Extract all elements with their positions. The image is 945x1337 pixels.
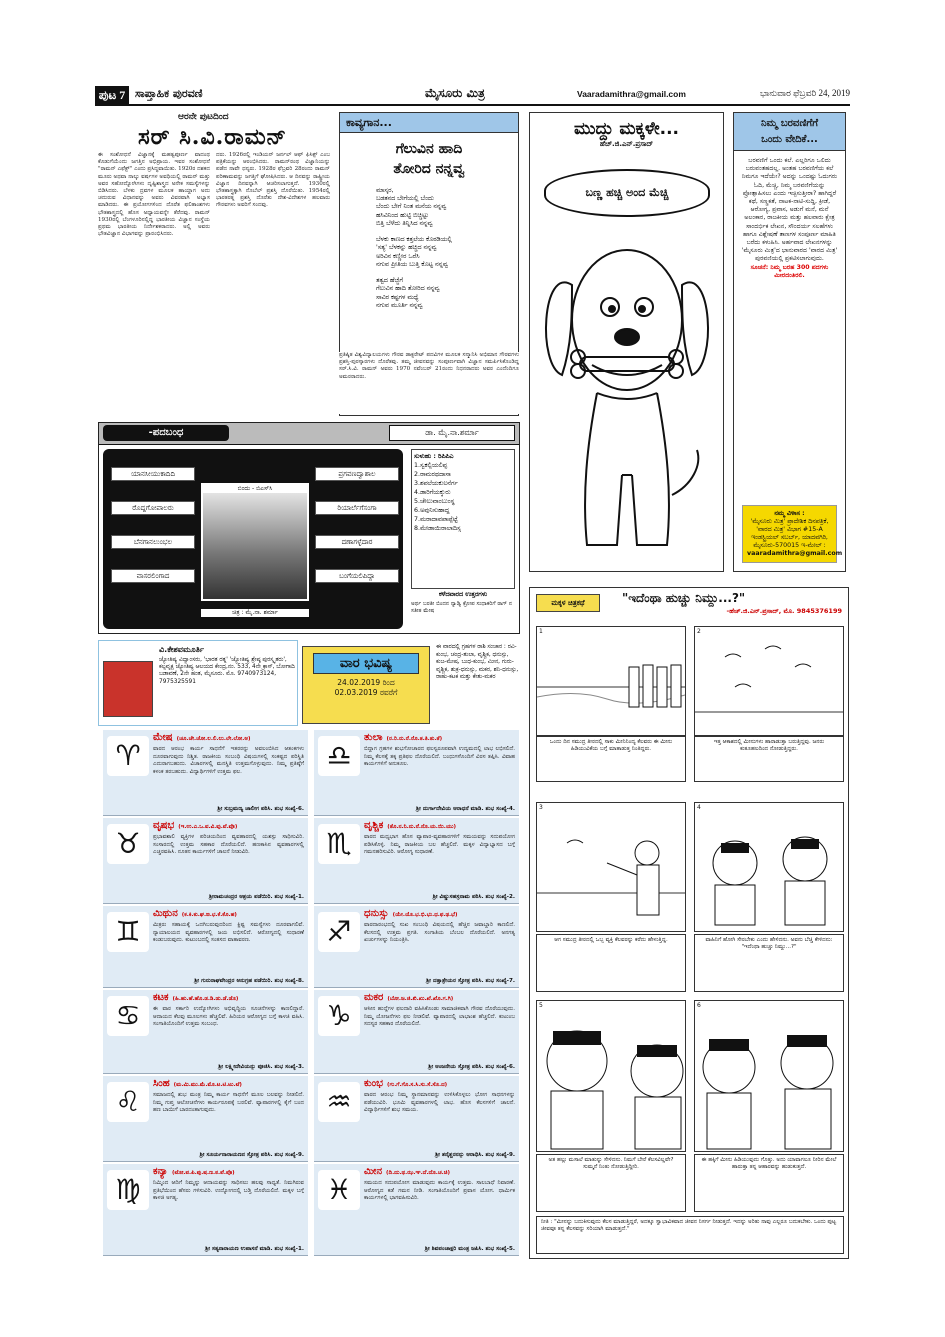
poem-line: ಬಡತನದ ಬೇಗೆಯಲ್ಲಿ ಬೆಂದು	[376, 195, 434, 203]
article-title: ಸರ್ ಸಿ.ವಿ.ರಾಮನ್	[138, 124, 287, 150]
sign-remedy: ಶ್ರೀ ಸತ್ಯನಾರಾಯಣ ಉಪಾಸನೆ ಮಾಡಿ. ಶುಭ ಸಂಖ್ಯೆ-1.	[205, 1246, 304, 1252]
crossword-cell[interactable]: ರೊದ್ದಗೋಪಾಲರು	[111, 501, 195, 515]
sign-name: ಮಿಥುನ (ಕ.ಕಿ.ಕು.ಘ.ಙ.ಛ.ಕೆ.ಕೊ.ಹ)	[153, 908, 237, 919]
sign-prediction: ಸಮಯದ ಸದುಪಯೋಗ ಮಾಡುವುದು ಕಾರ್ಯಕ್ಕೆ ಉತ್ತಮ. ಸಾಲಬಾಧೆ ನಿವಾರಣೆ. ಆರೋಗ್ಯದ ಕಡೆ ಗಮನ ನೀಡಿ. ಸಂಗಾತಿಯೊಂದಿಗೆ ಪ್ರವಾಸ ಯೋಗ. ಧಾರ್ಮಿಕ ಕಾರ್ಯಗಳಲ್ಲಿ ಭಾಗವಹಿಸುವಿರಿ.	[364, 1180, 515, 1201]
sign-stars: (ಇ.ಉ.ಎ.ಒ.ವ.ವಿ.ವು.ವೆ.ವೊ)	[178, 824, 238, 830]
poem-line: ಬಿತ್ತಿ ಬೆಳೆದು ತಿನ್ನಿಸಿದ ನನ್ನವ್ವ	[376, 219, 433, 227]
comic-panel-5: 5	[536, 1000, 686, 1152]
man-talking-drawing	[537, 1001, 685, 1151]
sign-stars: (ದಿ.ದು.ಥ.ಝ.ಞ.ದೆ.ದೊ.ಚ.ಚಿ)	[386, 1170, 450, 1176]
reader-body: ಬರವಣಿಗೆ ಒಂದು ಕಲೆ. ಎಲ್ಲರಿಗೂ ಒಲಿದು ಬರುವಂತಹದಲ್ಲ. ಅಂತಹ ಬರವಣಿಗೆಯ ಕಲೆ ನಿಮಗೂ ಇದೆಯೇ? ಅದನ್ನು ಒಂದಷ್ಟು ಓದುಗರು ಓದಿ, ಮೆಚ್ಚಿ, ನಿಮ್ಮ ಬರವಣಿಗೆಯನ್ನು ಪ್ರೋತ್ಸಾಹಿಸಲು ಎಂದು ಇಚ್ಛಿಸುತ್ತೀರಾ? ಹಾಗಿದ್ದರೆ ಕಥೆ, ಸಣ್ಣಕತೆ, ನಾಟಕ-ನಾಟಿ-ಸುದ್ದಿ, ಕ್ರೀಡೆ, ಆರೋಗ್ಯ, ಪ್ರವಾಸ, ಅಡುಗೆ ಮನೆ, ಮನೆ ಅಲಂಕಾರ, ರಾಜಕೀಯ ಮತ್ತು ಹಲವಾರು ಕ್ಷೇತ್ರ ಸಾಂದರ್ಭಿಕ ಲೇಖನ, ಸೌಂದರ್ಯ ಸಲಹೆಗಳು ಹಾಗೂ ವಿಶ್ಲೇಷಣೆ ತಾಣಗಳ ಸಂಪೂರ್ಣ ಮಾಹಿತಿ ಬರೆದು ಕಳುಹಿಸಿ. ಅರ್ಹವಾದ ಲೇಖನಗಳನ್ನು 'ಮೈಸೂರು ಮಿತ್ರ'ದ ಭಾನುವಾರದ 'ವಾರದ ಮಿತ್ರ' ಪುರವಣಿಯಲ್ಲಿ ಪ್ರಕಟಿಸಲಾಗುವುದು.	[741, 157, 838, 263]
dog-drawing	[542, 225, 712, 565]
crossword-box	[98, 422, 520, 634]
horoscope-sign	[314, 818, 519, 904]
poem-line: ಬೆಂದು ಬೇಗೆ ನಿಂತ ಮನೆಯ ನನ್ನವ್ವ	[376, 203, 447, 211]
sign-name: ಕಟಕ (ಹಿ.ಹು.ಹೆ.ಹೊ.ಡ.ಡಿ.ಡು.ಡೆ.ಡೊ)	[153, 992, 239, 1003]
poem-line: 'ಸತ್ಯ' ಬೆಳಕನ್ನು ಹಚ್ಚಿದ ನನ್ನವ್ವ	[376, 244, 437, 252]
sign-stars: (ಬೋ.ಜ.ಜಿ.ಖಿ.ಖು.ಖೆ.ಖೊ.ಗ.ಗಿ)	[387, 996, 454, 1002]
sign-stars: (ರ.ರಿ.ರು.ರೆ.ರೊ.ತ.ತಿ.ತು.ತೆ)	[386, 736, 443, 742]
sign-name: ಕುಂಭ (ಗು.ಗೆ.ಗೊ.ಸ.ಸಿ.ಸು.ಸೆ.ಸೊ.ದ)	[364, 1078, 448, 1089]
photo-label: ಬಿಂದು - ಬಿಎಸ್‌ಸಿ	[203, 485, 307, 493]
crossword-author: ಡಾ. ಮೈ.ನಾ.ಶರ್ಮಾ	[389, 425, 515, 441]
reader-notice: ಸೂಚನೆ: ನಿಮ್ಮ ಬರಹ 300 ಪದಗಳು ಮೀರದಂತಿರಲಿ.	[750, 263, 829, 279]
zodiac-icon: ♒	[318, 1082, 360, 1122]
clue-item: 3.ಶಪಲೆಯಕುಲನೆರ್ಗ	[414, 480, 458, 487]
sign-stars: (ಗು.ಗೆ.ಗೊ.ಸ.ಸಿ.ಸು.ಸೆ.ಸೊ.ದ)	[386, 1082, 448, 1088]
poem-line: ಹಸಿವಿನಿಂದ ಹುಟ್ಟಿ ಬಿಚ್ಚಿಟ್ಟು	[376, 211, 429, 219]
clue-item: 4.ಡಾರಿಗೆಯಕ್ಕುರು	[414, 489, 451, 496]
astrologer-photo	[103, 661, 153, 717]
reader-header	[734, 113, 845, 151]
comic-box	[529, 587, 849, 1259]
coloring-cloud: ಬಣ್ಣ ಹಚ್ಚಿ ಅಂದ ಮೆಚ್ಚಿ	[544, 169, 710, 217]
sign-stars: (ಟೋ.ಪ.ಪಿ.ಪು.ಷ.ಣ.ಠ.ಪೆ.ಪೊ)	[171, 1170, 235, 1176]
zodiac-icon: ♊	[107, 912, 149, 952]
sign-name: ವೃಷಭ (ಇ.ಉ.ಎ.ಒ.ವ.ವಿ.ವು.ವೆ.ವೊ)	[153, 820, 238, 831]
poem-lines	[340, 179, 518, 310]
crossword-cell[interactable]: ಪ್ರಗವಣದ್ವಾಶಾಲ	[315, 467, 399, 481]
crossword-cell[interactable]: ವಾಸರಲಿಂಗಾದ	[111, 569, 195, 583]
sign-prediction: ಸಮಾಜದಲ್ಲಿ ಶುಭ ಮಂತ್ರ ನಿಮ್ಮ ಕಾರ್ಯ ಸಾಧನೆಗೆ ಮೂಲ ಬಲವನ್ನು ನೀಡಲಿದೆ. ನಿಮ್ಮ ಗುಪ್ತ ಆಲೋಚನೆಗಳು ಕಾರ್ಯರೂಪಕ್ಕೆ ಬರಲಿವೆ. ವ್ಯಾಪಾರಗಳಲ್ಲಿ ಕೈಗೆ ಬಂದ ಹಣ ಬಾಯಿಗೆ ಬಾರದಂತಾಗುವುದು.	[153, 1092, 304, 1113]
zodiac-icon: ♏	[318, 824, 360, 864]
planet-transit-text: ಈ ವಾರದಲ್ಲಿ ಗ್ರಹಗಳ ರಾಶಿ ಸಂಚಾರ : ರವಿ-ಕುಂಭ, ಚಂದ್ರ-ತುಲಾ, ವೃಶ್ಚಿಕ, ಧನುಸ್ಸು, ಕುಜ-ಮೇಷ, ಬುಧ-ಕುಂಭ, ಮೀನ, ಗುರು-ವೃಶ್ಚಿಕ, ಶುಕ್ರ-ಧನುಸ್ಸು, ಮಕರ, ಶನಿ-ಧನುಸ್ಸು, ರಾಹು-ಕಟಕ ಮತ್ತು ಕೇತು-ಮಕರ	[436, 644, 519, 681]
sign-remedy: ಶ್ರೀ ಲಕ್ಷ್ಮೀದೇವಿಯನ್ನು ಪೂಜಿಸಿ. ಶುಭ ಸಂಖ್ಯೆ-3.	[218, 1064, 304, 1070]
page-number: ಪುಟ 7	[95, 86, 129, 104]
poem-line: ನಗುವ ಮೂರ್ತಿ ನನ್ನವ್ವ	[376, 301, 423, 309]
reader-address	[742, 505, 843, 563]
coloring-artist: ಹೆಚ್.ಜಿ.ಎನ್.ಪ್ರಸಾದ್	[599, 140, 654, 148]
sign-prediction: ಈ ವಾರ ಸರ್ಕಾರಿ ಉದ್ಯೋಗಿಗಳು ಅಭಿವೃದ್ಧಿಯ ಸೂಚನೆಗಳನ್ನು ಕಾಣಲಿದ್ದಾರೆ. ಆದಾಯದ ಕೆಲವು ಮೂಲಗಳು ಹೆಚ್ಚಲಿವೆ. ಹಿರಿಯರ ಆರೋಗ್ಯದ ಬಗ್ಗೆ ಕಾಳಜಿ ವಹಿಸಿ. ಸಂಗಾತಿಯೊಂದಿಗೆ ಉತ್ತಮ ಸಂಬಂಧ.	[153, 1006, 304, 1027]
sign-stars: (ಯೇ.ಯೊ.ಭ.ಭಿ.ಭು.ಧ.ಫ.ಢ.ಭೆ)	[392, 912, 458, 918]
horoscope-sign	[314, 906, 519, 988]
week-from: 24.02.2019 ರಿಂದ	[337, 678, 395, 687]
horoscope-sign	[103, 818, 308, 904]
sign-remedy: ಶ್ರೀ ಶನೈಶ್ಚರನನ್ನು ಆರಾಧಿಸಿ. ಶುಭ ಸಂಖ್ಯೆ-9.	[435, 1152, 515, 1158]
reader-corner	[733, 112, 846, 572]
zodiac-icon: ♎	[318, 736, 360, 776]
astrologer-name: ವಿ.ಕೇಶವಮೂರ್ತಿ	[159, 645, 205, 654]
horoscope-sign	[103, 906, 308, 988]
sign-stars: (ಕ.ಕಿ.ಕು.ಘ.ಙ.ಛ.ಕೆ.ಕೊ.ಹ)	[181, 912, 237, 918]
sign-stars: (ಮ.ಮಿ.ಮು.ಮೆ.ಮೊ.ಟ.ಟಿ.ಟು.ಟೆ)	[173, 1082, 242, 1088]
raman-continued: ಪ್ರತಿಷ್ಠಿತ ವಿಶ್ವವಿದ್ಯಾಲಯಗಳು ಗೌರವ ಡಾಕ್ಟರೇಟ್ ಪದವಿಗಳ ಮೂಲಕ ಸನ್ಮಾನಿಸಿ ಅಭಿಮಾನ ಗೌರವಗಳು ಪ್ರಶಸ್ತಿ-ಪುರಸ್ಕಾರಗಳು ದೊರೆತವು. ತಮ್ಮ ಜೀವನವನ್ನು ಸಂಪೂರ್ಣವಾಗಿ ವಿಜ್ಞಾನ ಸಮರ್ಪಿಸಿಕೊಂಡಿದ್ದ ಸರ್.ಸಿ.ವಿ. ರಾಮನ್ ಅವರು 1970 ನವೆಂಬರ್ 21ರಂದು ನಿಧನರಾದರು ಅವರ ಎಂದೆಂದಿಗೂ ಅಮರರಾದರು.	[339, 352, 519, 414]
sign-prediction: ಮಿತ್ರರು ಸಹಾಯಕ್ಕೆ ಒದಗಿಬರುವುದರಿಂದ ಕ್ಲಿಷ್ಟ ಸಮಸ್ಯೆಗಳು ದೂರವಾಗಲಿವೆ. ನ್ಯಾಯಾಲಯದ ವ್ಯವಹಾರಗಳಲ್ಲಿ ಜಯ ಲಭಿಸಲಿದೆ. ಆರೋಗ್ಯದಲ್ಲಿ ಸುಧಾರಣೆ ಕಂಡುಬರುವುದು. ಕುಟುಂಬದಲ್ಲಿ ಸಂತಸದ ವಾತಾವರಣ.	[153, 922, 304, 943]
comic-caption-1: ಒಂದು ದಿನ ಸಮುದ್ರ ತೀರದಲ್ಲಿ ಸಾಕು ಮೀನಿನಿಂದ್ಯ ಕೆಲವರು ಈ ಮೀನು ಹಿಡಿಯುವಿಕೆಯ ಬಗ್ಗೆ ಮಾತಾಡುತ್ತ ನಿಂತಿದ್ದರು.	[536, 736, 686, 782]
horoscope-sign	[103, 1076, 308, 1162]
astrologer-box	[98, 640, 298, 726]
masthead	[95, 84, 850, 106]
man-pointing-drawing	[537, 803, 685, 931]
zodiac-icon: ♐	[318, 912, 360, 952]
section-name: ಸಾಪ್ತಾಹಿಕ ಪುರವಣಿ	[135, 87, 203, 100]
horoscope-sign	[314, 1076, 519, 1162]
clue-item: 6.ಅವುನಿಸುಹಾದ್ದ	[414, 507, 450, 514]
sign-stars: (ಚೂ.ಚೇ.ಚೋ.ಲ.ಲಿ.ಲು.ಲೇ.ಲೋ.ಅ)	[176, 736, 251, 742]
poem-line: ಗೆಲುವಿನ ಹಾದಿ ತೋರಿದ ನನ್ನವ್ವ	[376, 285, 440, 293]
poem-header: ಕಾವ್ಯಗಾನ...	[340, 113, 518, 133]
horoscope-sign	[314, 990, 519, 1074]
comic-caption-5: ಅತ ಹಲ್ಲು ಮಸಾಲೆ ಮಾತುನ್ನು ಸೇಳಿದನು. ನಿಮಗೆ ಬೇರೆ ಕೆಲಸವಿಲ್ಲವೇ? ಸುಮ್ಮನೆ ನಿಂತು ನೋಡುತ್ತಿದ್ದೀರಿ.	[536, 1154, 686, 1212]
horoscope-header	[98, 640, 520, 726]
week-title: ವಾರ ಭವಿಷ್ಯ	[313, 653, 419, 674]
comic-caption-6: ಈ ಹಕ್ಕಿಗೆ ಮೀನು ಹಿಡಿಯುವುದು ಗೊತ್ತು. ಅದು ಯಾವಾಗಲೂ ನೀರಿನ ಮೇಲೆ ಹಾರುತ್ತಾ ತನ್ನ ಆಹಾರವನ್ನು ಹುಡುಕುತ್ತದೆ.	[694, 1154, 844, 1212]
comic-panel-1: 1	[536, 626, 686, 736]
poem-line	[376, 269, 508, 277]
comic-author: -ಹೆಚ್.ಜಿ.ಎನ್.ಪ್ರಸಾದ್, ಮೊ. 9845376199	[726, 607, 842, 615]
comic-panel-6: 6	[694, 1000, 844, 1152]
comic-caption-2: ಇತ್ತ ಆಕಾಶದಲ್ಲಿ ಮೀನುಗಳು ಹಾರಾಡುತ್ತಾ ಬರುತ್ತಿದ್ದವು. ಜನರು ಕುತೂಹಲದಿಂದ ನೋಡುತ್ತಿದ್ದರು.	[694, 736, 844, 782]
address-email[interactable]: vaaradamithra@gmail.com	[747, 550, 843, 557]
crossword-cell[interactable]: ರಿಯಾರ್ಲೆಗೆಸಂಗಾ	[315, 501, 399, 515]
comic-title: "ಇದೆಂಥಾ ಹುಚ್ಚು ನಿಮ್ದು...?"	[622, 591, 746, 605]
crossword-cell[interactable]: ಬೆನಗಾನಲುಂಭಲ	[111, 535, 195, 549]
zodiac-icon: ♍	[107, 1170, 149, 1210]
week-to: 02.03.2019 ರವರೆಗೆ	[334, 688, 398, 697]
week-box	[302, 646, 430, 724]
crossword-grid	[103, 449, 403, 629]
zodiac-icon: ♈	[107, 736, 149, 776]
comic-moral: ನೀತಿ : "ಮೀನನ್ನು ಬದುಕಿಸುವುದು ಕೆಲಸ ಮಾಡುತ್ತಿದ್ದರೆ, ಅದಕ್ಕೂ ಸ್ವಾಭಾವಿಕವಾದ ಜೀವನ ನಿಸರ್ಗ ನೀಡುತ್ತದೆ. ಇದನ್ನು ಅರಿತು ನಾವು ಎಲ್ಲರೂ ಬದುಕಬೇಕು. ಒಂದು ಪುಟ್ಟ ಜೀವವೂ ತನ್ನ ಕೆಲಸವನ್ನು ಸರಿಯಾಗಿ ಮಾಡುತ್ತದೆ."	[536, 1216, 844, 1254]
masthead-email[interactable]: Vaaradamithra@gmail.com	[577, 89, 686, 99]
horoscope-sign	[314, 730, 519, 816]
answers-heading: ಕಳೆದವಾರದ ಉತ್ತರಗಳು	[438, 591, 488, 598]
comic-caption-3: ಆಗ ಸಮುದ್ರ ತೀರದಲ್ಲಿ ಒಬ್ಬ ವ್ಯಕ್ತಿ ಕೆಲವರನ್ನು ಕರೆದು ಹೇಳುತ್ತಿದ್ದ.	[536, 934, 686, 992]
two-men-drawing	[695, 803, 843, 931]
poem-line: ನಗುವ ಪ್ರೀತಿಯ ಬುತ್ತಿ ಕೊಟ್ಟ ನನ್ನವ್ವ	[376, 260, 448, 268]
comic-panel-2: 2	[694, 626, 844, 736]
clue-item: 8.ಮೇಡಾಯಿರಾಲಾದಿಸ್ಸ	[414, 525, 461, 532]
comic-caption-4: ವಾಹಿನಿಗೆ ಹೋಗಿ ಸೇರಬೇಕು ಎಂದು ಹೇಳಿದನು. ಅವನು ಬೆಚ್ಚಿ ಕೇಳಿದನು: "ಇದೆಂಥಾ ಹುಚ್ಚು ನಿಮ್ದು...?"	[694, 934, 844, 992]
coloring-box	[529, 112, 724, 572]
sign-name: ಕನ್ಯಾ (ಟೋ.ಪ.ಪಿ.ಪು.ಷ.ಣ.ಠ.ಪೆ.ಪೊ)	[153, 1166, 235, 1177]
sign-prediction: ವಾರದ ಮಧ್ಯಭಾಗ ಹೊಸ ವ್ಯಾಪಾರ-ವ್ಯವಹಾರಗಳಿಗೆ ಸಮಯವನ್ನು ಸದುಪಯೋಗ ಪಡಿಸಿಕೊಳ್ಳಿ. ನಿಮ್ಮ ರಾಜಕೀಯ ಬಲ ಹೆಚ್ಚಲಿದೆ. ಮಕ್ಕಳ ವಿದ್ಯಾಭ್ಯಾಸದ ಬಗ್ಗೆ ಗಮನಹರಿಸುವಿರಿ. ಆರೋಗ್ಯ ಸುಧಾರಣೆ.	[364, 834, 515, 855]
horoscope-sign	[103, 730, 308, 816]
issue-date: ಭಾನುವಾರ ಫೆಬ್ರವರಿ 24, 2019	[759, 88, 850, 98]
horoscope-sign	[103, 1164, 308, 1256]
crossword-photo	[201, 483, 309, 601]
clue-item: 5.ಚೇಲುವಾಂಬುಂಸ್ಥ	[414, 498, 455, 505]
sign-stars: (ತೊ.ನ.ನಿ.ನು.ನೆ.ನೊ.ಯ.ಯಿ.ಯು)	[387, 824, 457, 830]
sky-birds-drawing	[695, 627, 843, 735]
clue-heading: ಸುಳುಹು : ರಿಪಿಪಿಎ	[414, 453, 454, 460]
sign-prediction: ಆಸೀನ ಹುದ್ದೆಗಳ ಫಲದಾರಿ ವಹಿಸಿಕೊಂಡು ಸಾಮಾಜಿಕವಾಗಿ ಗೌರವ ದೊರೆಯುವುದು. ನಿಮ್ಮ ಯೋಜನೆಗಳು ಫಲ ನೀಡಲಿವೆ. ವ್ಯಾಪಾರದಲ್ಲಿ ಲಾಭಾಂಶ ಹೆಚ್ಚಲಿದೆ. ಕುಟುಂಬ ಸದಸ್ಯರ ಸಹಕಾರ ದೊರೆಯಲಿದೆ.	[364, 1006, 515, 1027]
raman-column-2: ದರು. 1926ರಲ್ಲಿ ಇಂಡಿಯನ್ ಜರ್ನಲ್ ಆಫ್ ಫಿಸಿಕ್ಸ್ ಎಂಬ ಪತ್ರಿಕೆಯನ್ನು ಆರಂಭಿಸಿದರು. ರಾಮನ್‌ರಂಥ ವಿಜ್ಞಾನಿಯನ್ನು ಪಡೆದ ನಾವೇ ಧನ್ಯರು. 1928ರ ಫೆಬ್ರವರಿ 28ರಂದು ರಾಮನ್ ಪರಿಣಾಮವನ್ನು ಜಗತ್ತಿಗೆ ಘೋಷಿಸಿದರು. ಆ ದಿನವನ್ನು ರಾಷ್ಟ್ರೀಯ ವಿಜ್ಞಾನ ದಿನವನ್ನಾಗಿ ಆಚರಿಸಲಾಗುತ್ತದೆ. 1930ರಲ್ಲಿ ಭೌತಶಾಸ್ತ್ರಕ್ಕಾಗಿ ನೊಬೆಲ್ ಪ್ರಶಸ್ತಿ ದೊರೆಯಿತು. 1954ರಲ್ಲಿ ಭಾರತರತ್ನ ಪ್ರಶಸ್ತಿ ದೊರೆತು ದೇಶ-ವಿದೇಶಗಳ ಹಲವಾರು ಗೌರವಗಳು ಅವರಿಗೆ ಸಂದವು.	[216, 152, 330, 209]
comic-panel-4: 4	[694, 802, 844, 932]
zodiac-icon: ♉	[107, 824, 149, 864]
raman-article-header	[98, 112, 328, 150]
paper-name: ಮೈಸೂರು ಮಿತ್ರ	[425, 86, 485, 100]
poem-line: ಸಾವಿರ ಕಷ್ಟಗಳ ಮಧ್ಯೆ	[376, 293, 419, 301]
clue-box	[411, 449, 515, 589]
comic-panel-3: 3	[536, 802, 686, 932]
comic-tag: ಮಕ್ಕಳ ಚಿತ್ರಕಥೆ	[536, 594, 600, 612]
zodiac-icon: ♋	[107, 996, 149, 1036]
beach-scene-drawing	[537, 627, 685, 735]
sign-stars: (ಹಿ.ಹು.ಹೆ.ಹೊ.ಡ.ಡಿ.ಡು.ಡೆ.ಡೊ)	[172, 996, 239, 1002]
sign-remedy: ಶ್ರೀ ದತ್ತಾತ್ರೇಯರ ಸ್ತೋತ್ರ ಪಠಿಸಿ. ಶುಭ ಸಂಖ್ಯೆ-7.	[426, 978, 515, 984]
sign-remedy: ಶ್ರೀ ದುರ್ಗಾದೇವಿಯ ಆರಾಧನೆ ಮಾಡಿ. ಶುಭ ಸಂಖ್ಯೆ-4.	[415, 806, 515, 812]
zodiac-icon: ♓	[318, 1170, 360, 1210]
article-kicker: ಆರನೇ ಪುಟದಿಂದ	[178, 112, 229, 122]
sign-name: ವೃಶ್ಚಿಕ (ತೊ.ನ.ನಿ.ನು.ನೆ.ನೊ.ಯ.ಯಿ.ಯು)	[364, 820, 457, 831]
clue-item: 1.ಸ್ವಕಲ್ಪಿಯಲಿಪ್ಪ	[414, 462, 448, 469]
crossword-title: -ಪದಬಂಧ	[103, 425, 229, 441]
crossword-cell[interactable]: ದಣಾಗಳ್ಳೆದಾರ	[315, 535, 399, 549]
sign-remedy: ಶ್ರೀ ಶಿವಪಂಚಾಕ್ಷರಿ ಮಂತ್ರ ಜಪಿಸಿ. ಶುಭ ಸಂಖ್ಯೆ-5.	[424, 1246, 515, 1252]
clue-item: 7.ಮರಾದಾವಪಾಪ್ಪೆಟ್ಟೆ	[414, 516, 458, 523]
reader-header-line-1: ನಿಮ್ಮ ಬರವಣಿಗೆಗೆ	[760, 118, 819, 129]
sign-prediction: ನಿಮ್ಮಿಂದ ಆದಿಗೆ ನಿಮ್ಮನ್ನು ಆದಾಯವನ್ನು ಸಾಧಿಸಲು ಹಲವು ಸಾಧ್ಯತೆ. ನಿಮಗಿರುವ ಪ್ರತಿಭೆಯಿಂದ ಹೆಸರು ಗಳಿಸುವಿರಿ. ಉದ್ಯೋಗದಲ್ಲಿ ಬಡ್ತಿ ದೊರೆಯಲಿದೆ. ಮಕ್ಕಳ ಬಗ್ಗೆ ಕಾಳಜಿ ಅಗತ್ಯ.	[153, 1180, 304, 1201]
astrologer-info: ಜ್ಯೋತಿಷ್ಯ ವಿದ್ವಾಂಸರು, 'ಭಾರತ ರತ್ನ' 'ಜ್ಯೋತಿಷ್ಯ ಶ್ರೇಷ್ಠ ಪುರಸ್ಕೃತರು', ಕಲ್ಪವೃಕ್ಷ ಜ್ಯೋತಿಷ್ಯ ಆಲಯದ ಕೇಂದ್ರ,ನಂ. 533, 4ನೇ ಕ್ರಾಸ್, ಬೋಗಾದಿ ಬಡಾವಣೆ, 2ನೇ ಹಂತ, ಮೈಸೂರು. ಮೊ. 9740973124, 7975325591	[159, 657, 295, 685]
reader-header-line-2: ಒಂದು ವೇದಿಕೆ...	[761, 134, 818, 145]
coloring-title: ಮುದ್ದು ಮಕ್ಕಳೇ...	[573, 119, 680, 139]
horoscope-sign	[314, 1164, 519, 1256]
sign-prediction: ಬಿದ್ದಾಗ ಗ್ರಹಗಳ ಶುಭಗೋಚಾರದ ಫಲಸ್ವರೂಪವಾಗಿ ಉದ್ಯಮದಲ್ಲಿ ಲಾಭ ಲಭಿಸಲಿದೆ. ನಿಮ್ಮ ಕೆಲಸಕ್ಕೆ ತಕ್ಕ ಪ್ರತಿಫಲ ದೊರೆಯಲಿದೆ. ಬಂಧುಗಳೊಂದಿಗೆ ವಿರಸ ತಪ್ಪಿಸಿ. ವಿವಾಹ ಕಾರ್ಯಗಳಿಗೆ ಅನುಕೂಲ.	[364, 746, 515, 767]
poem-title-1: ಗೆಲುವಿನ ಹಾದಿ	[395, 141, 463, 157]
crossword-cell[interactable]: ಬಂಗೆಯಲಿಪಿದ್ದಾ	[315, 569, 399, 583]
sign-name: ತುಲಾ (ರ.ರಿ.ರು.ರೆ.ರೊ.ತ.ತಿ.ತು.ತೆ)	[364, 732, 443, 743]
crossword-cell[interactable]: ಯಾನಸೀಯುಕಾದಿದಿ	[111, 467, 195, 481]
sign-remedy: ಶ್ರೀ ಆಂಜನೇಯ ಸ್ತೋತ್ರ ಪಠಿಸಿ. ಶುಭ ಸಂಖ್ಯೆ-6.	[428, 1064, 515, 1070]
sign-prediction: ವಾರದ ಆರಂಭ ಕಾರ್ಯ ಸಾಧನೆಗೆ ಇತರರನ್ನು ಅವಲಂಬಿಸಿದ ಆತಂಕಗಳು ದೂರವಾಗುವುದು ನಿಶ್ಚಿತ. ರಾಜಕೀಯ ಸಂಬಂಧಿ ವಿಷಯಗಳಲ್ಲಿ ಸಂಕಷ್ಟದ ಪರಿಸ್ಥಿತಿ ಎದುರಾಗಬಹುದು. ವಿಚಾರಗಳಲ್ಲಿ ಮನಸ್ಥಿತಿ ಉತ್ತಮಗೊಳ್ಳುವುದು. ನಿಮ್ಮ ಪ್ರತಿಷ್ಠೆಗೆ ಕಳಂಕ ತರಬಹುದು. ವಿದ್ಯಾರ್ಥಿಗಳಿಗೆ ಉತ್ತಮ ಫಲ.	[153, 746, 304, 775]
zodiac-icon: ♑	[318, 996, 360, 1036]
sign-prediction: ವಾರದಾರಂಭದಲ್ಲಿ ಸುಖ ಸಂಬಂಧಿ ವಿಷಯದಲ್ಲಿ ಹೆಚ್ಚಿನ ಜವಾಬ್ದಾರಿ ಕಾಣಲಿದೆ. ಕೆಲಸದಲ್ಲಿ ಉತ್ತಮ ಪ್ರಗತಿ. ಸಂಗಾತಿಯ ಬೆಂಬಲ ದೊರೆಯಲಿದೆ. ಅನಗತ್ಯ ಖರ್ಚುಗಳನ್ನು ನಿಯಂತ್ರಿಸಿ.	[364, 922, 515, 943]
men-arguing-drawing	[695, 1001, 843, 1151]
poem-line: ಮಾಸ್ಕರ,	[376, 187, 394, 194]
sign-remedy: ಶ್ರೀರಾಮಚಂದ್ರರ ಆಶ್ರಯ ಪಡೆಯಿರಿ. ಶುಭ ಸಂಖ್ಯೆ-1.	[208, 894, 304, 900]
horoscope-sign	[103, 990, 308, 1074]
poem-line: ಅರಿವಿನ ಕಣ್ಣೀರ ಒರೆಸಿ	[376, 252, 420, 260]
zodiac-icon: ♌	[107, 1082, 149, 1122]
sign-remedy: ಶ್ರೀ ಸೂರ್ಯನಾರಾಯಣನ ಸ್ತೋತ್ರ ಪಠಿಸಿ. ಶುಭ ಸಂಖ್ಯೆ-9.	[199, 1152, 304, 1158]
poem-line	[376, 228, 508, 236]
address-heading: ನಮ್ಮ ವಿಳಾಸ :	[774, 510, 805, 517]
sign-remedy: ಶ್ರೀ ವಿಷ್ಣುಸಹಸ್ರನಾಮ ಪಠಿಸಿ. ಶುಭ ಸಂಖ್ಯೆ-2.	[432, 894, 515, 900]
sign-name: ಸಿಂಹ (ಮ.ಮಿ.ಮು.ಮೆ.ಮೊ.ಟ.ಟಿ.ಟು.ಟೆ)	[153, 1078, 242, 1089]
photo-caption: ಚಿತ್ರ : ಮೈ.ನಾ. ಶರ್ಮಾ	[201, 609, 309, 617]
sign-prediction: ವಾರದ ಆರಂಭ ನಿಮ್ಮ ಸ್ಥಾನಮಾನವನ್ನು ಉಳಿಸಿಕೊಳ್ಳಲು ಭೋಗ ಸಾಧನಗಳನ್ನು ಪಡೆಯುವಿರಿ. ಭೂಮಿ ವ್ಯವಹಾರಗಳಲ್ಲಿ ಲಾಭ. ಹೊಸ ಕೆಲಸಗಳಿಗೆ ಚಾಲನೆ. ವಿದ್ಯಾರ್ಥಿಗಳಿಗೆ ಶುಭ ಸಮಯ.	[364, 1092, 515, 1113]
sign-name: ಮೇಷ (ಚೂ.ಚೇ.ಚೋ.ಲ.ಲಿ.ಲು.ಲೇ.ಲೋ.ಅ)	[153, 732, 251, 743]
sign-name: ಧನುಸ್ಸು (ಯೇ.ಯೊ.ಭ.ಭಿ.ಭು.ಧ.ಫ.ಢ.ಭೆ)	[364, 908, 458, 919]
sign-prediction: ಪ್ರಭಾವಶಾಲಿ ವ್ಯಕ್ತಿಗಳ ಪರಿಚಯದಿಂದ ವ್ಯವಹಾರದಲ್ಲಿ ಯಶಸ್ಸು ಸಾಧಿಸುವಿರಿ. ಸಂಸಾರದಲ್ಲಿ ಉತ್ತಮ ಸಹಕಾರ ದೊರೆಯಲಿದೆ. ಹಣಕಾಸಿನ ವ್ಯವಹಾರಗಳಲ್ಲಿ ಎಚ್ಚರವಹಿಸಿ. ನೂತನ ಕಾರ್ಯಗಳಿಗೆ ಚಾಲನೆ ನೀಡುವಿರಿ.	[153, 834, 304, 855]
clue-item: 2.ರಾಮರಥದಾಸಾ	[414, 471, 451, 478]
answers-text: ಅರ್ಥ ಬರತೀ ಬಿಂದನ ನ್ಯಾಡ್ವಿ ಕ್ರೋಪ ಸುಧಾಕರಿಗೆ ರಾಗ್ ನ ಸತೀತ ಮೇಷ	[411, 601, 513, 614]
poem-title-2: ತೋರಿದ ನನ್ನವ್ವ	[393, 161, 465, 177]
sign-name: ಮೀನ (ದಿ.ದು.ಥ.ಝ.ಞ.ದೆ.ದೊ.ಚ.ಚಿ)	[364, 1166, 450, 1177]
sign-name: ಮಕರ (ಬೋ.ಜ.ಜಿ.ಖಿ.ಖು.ಖೆ.ಖೊ.ಗ.ಗಿ)	[364, 992, 454, 1003]
poem-line: ತತ್ವದ ಹೆಜ್ಜೆಗೆ	[376, 277, 404, 285]
address-text: 'ಮೈಸೂರು ಮಿತ್ರ' ಪ್ರಾದೇಶಿಕ ದಿನಪತ್ರಿಕೆ, 'ವಾರದ ಮಿತ್ರ' ವಿಭಾಗ #15-A ಇಂಡಸ್ಟ್ರಿಯಲ್ ಸಬರ್ಬ್, ಯಾದವಗಿರಿ, ಮೈಸೂರು-570015 ಇ-ಮೇಲ್ :	[750, 518, 829, 549]
sign-remedy: ಶ್ರೀ ಸುಬ್ರಮಣ್ಯ ಜಾಲೀಗ ಪಠಿಸಿ. ಶುಭ ಸಂಖ್ಯೆ-6.	[217, 806, 304, 812]
sign-remedy: ಶ್ರೀ ಗುರುರಾಘವೇಂದ್ರರ ಅನುಗ್ರಹ ಪಡೆಯಿರಿ. ಶುಭ ಸಂಖ್ಯೆ-8.	[194, 978, 304, 984]
raman-column-1: ಈ ಸಂಶೋಧನೆ ವಿಜ್ಞಾನಕ್ಕೆ ಮಹತ್ವಪೂರ್ಣ ವಾದಂಥ ಕೊಡುಗೆಯೆಂದು ಜಗತ್ತಿನ ಅಭಿಪ್ರಾಯ. ಇವರ ಸಂಶೋಧನೆ "ರಾಮನ್ ಎಫೆಕ್ಟ್" ಎಂದು ಪ್ರಸಿದ್ಧವಾಯಿತು. 1920ರ ದಶಕದ ಮೂರು ಅಥವಾ ನಾಲ್ಕು ವರ್ಷಗಳ ಅವಧಿಯಲ್ಲಿ ರಾಮನ್ ಮತ್ತು ಅವರ ಸಹೋದ್ಯೋಗಿಗಳು ದೃಷ್ಟಿಶಾಸ್ತ್ರದ ಅನೇಕ ಸಮಸ್ಯೆಗಳನ್ನು ಬಿಡಿಸಿದರು. ಬೆಳಕು ದ್ರವಗಳ ಮೂಲಕ ಹಾಯ್ದಾಗ ಅದು ಚದುರುವ ವಿಧಾನವನ್ನು ಅವರು ವಿವರವಾಗಿ ಅಭ್ಯಾಸ ಮಾಡಿದರು. ಈ ಪ್ರಯೋಗಗಳಿಂದ ದೊರೆತ ಫಲಿತಾಂಶಗಳು ಭೌತಶಾಸ್ತ್ರದಲ್ಲಿ ಹೊಸ ಅಧ್ಯಾಯವನ್ನೇ ತೆರೆದವು. ರಾಮನ್ 1930ರಲ್ಲಿ ಬೆಂಗಳೂರಿನಲ್ಲಿದ್ದ ಭಾರತೀಯ ವಿಜ್ಞಾನ ಸಂಸ್ಥೆಯ ಪ್ರಥಮ ಭಾರತೀಯ ನಿರ್ದೇಶಕರಾದರು. ಅಲ್ಲಿ ಅವರು ಭೌತವಿಜ್ಞಾನ ವಿಭಾಗವನ್ನು ಪ್ರಾರಂಭಿಸಿದರು.	[98, 152, 210, 238]
poem-line: ಬೆಳಕು ಕಾಣದ ಕತ್ತಲೆಯ ಕೊಠಡಿಯಲ್ಲಿ	[376, 236, 452, 244]
